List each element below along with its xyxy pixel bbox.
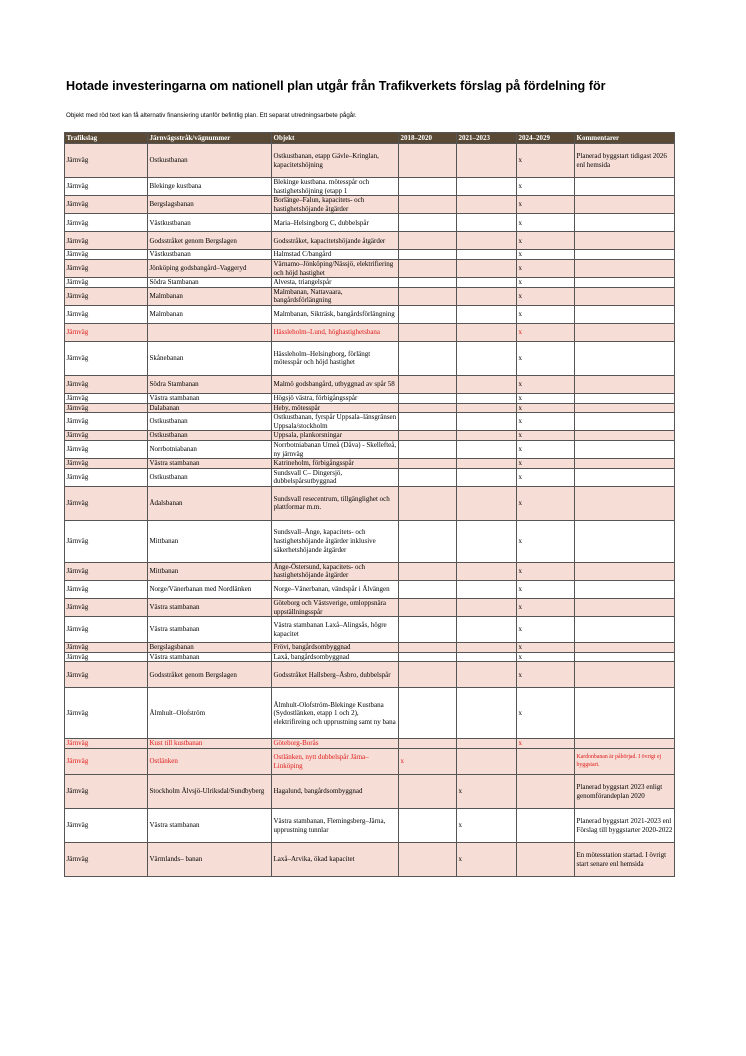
cell-kommentar	[575, 278, 675, 288]
cell-kommentar	[575, 617, 675, 643]
cell-kommentar	[575, 287, 675, 305]
cell-trafikslag: Järnväg	[65, 178, 148, 196]
cell-2024-2029: x	[517, 486, 575, 520]
cell-strak: Malmbanan	[148, 305, 272, 323]
cell-kommentar: En mötesstation startad. I övrigt start senare enl hemsida	[575, 843, 675, 877]
cell-kommentar	[575, 486, 675, 520]
cell-trafikslag: Järnväg	[65, 305, 148, 323]
table-row	[65, 323, 675, 341]
cell-trafikslag: Järnväg	[65, 144, 148, 178]
cell-strak: Västkustbanan	[148, 214, 272, 232]
table-row	[65, 809, 675, 843]
cell-trafikslag: Järnväg	[65, 775, 148, 809]
cell-kommentar	[575, 662, 675, 688]
cell-objekt: Älmhult-Olofström-Blekinge Kustbana (Sydostlänken, etapp 1 och 2), elektrifireing och upprustning samt ny bana	[272, 688, 399, 739]
cell-strak: Bergslagsbanan	[148, 196, 272, 214]
cell-trafikslag: Järnväg	[65, 468, 148, 486]
cell-trafikslag: Järnväg	[65, 393, 148, 403]
cell-2024-2029: x	[517, 468, 575, 486]
table-row	[65, 144, 675, 178]
table-row	[65, 662, 675, 688]
cell-2024-2029	[517, 843, 575, 877]
cell-2018-2020	[399, 196, 457, 214]
cell-kommentar	[575, 459, 675, 469]
cell-kommentar	[575, 581, 675, 599]
table-row	[65, 250, 675, 260]
cell-2018-2020	[399, 214, 457, 232]
cell-2018-2020	[399, 643, 457, 653]
table-row	[65, 214, 675, 232]
cell-strak: Ostkustbanan	[148, 431, 272, 441]
cell-strak: Mittbanan	[148, 562, 272, 580]
cell-objekt: Borlänge–Falun, kapacitets- och hastighetshöjande åtgärder	[272, 196, 399, 214]
cell-2021-2023	[457, 486, 517, 520]
cell-trafikslag: Järnväg	[65, 739, 148, 749]
cell-2021-2023	[457, 520, 517, 562]
cell-2024-2029: x	[517, 278, 575, 288]
cell-kommentar	[575, 440, 675, 458]
cell-objekt: Norrbotniabanan Umeå (Dåva) - Skellefteå, ny järnväg	[272, 440, 399, 458]
cell-2021-2023	[457, 739, 517, 749]
cell-trafikslag: Järnväg	[65, 413, 148, 431]
cell-objekt: Maria–Helsingborg C, dubbelspår	[272, 214, 399, 232]
cell-trafikslag: Järnväg	[65, 652, 148, 662]
cell-objekt: Sundsvall resecentrum, tillgänglighet och plattformar m.m.	[272, 486, 399, 520]
cell-strak: Norrbotniabanan	[148, 440, 272, 458]
header-kommentarer: Kommentarer	[575, 133, 675, 144]
cell-2024-2029	[517, 775, 575, 809]
table-row	[65, 232, 675, 250]
table-row	[65, 652, 675, 662]
table-row	[65, 178, 675, 196]
table-row	[65, 431, 675, 441]
cell-kommentar	[575, 431, 675, 441]
cell-2024-2029: x	[517, 214, 575, 232]
cell-objekt: Halmstad C/bangård	[272, 250, 399, 260]
cell-strak: Västra stambanan	[148, 809, 272, 843]
cell-objekt: Västra stambanan Laxå–Alingsås, högre kapacitet	[272, 617, 399, 643]
cell-2024-2029: x	[517, 431, 575, 441]
cell-objekt: Ånge-Östersund, kapacitets- och hastighetshöjande åtgärder	[272, 562, 399, 580]
cell-objekt: Godsstråket, kapacitetshöjande åtgärder	[272, 232, 399, 250]
cell-trafikslag: Järnväg	[65, 562, 148, 580]
cell-trafikslag: Järnväg	[65, 749, 148, 775]
cell-2021-2023	[457, 617, 517, 643]
cell-objekt: Malmbanan, Sikträsk, bangårdsförlängning	[272, 305, 399, 323]
cell-2021-2023	[457, 652, 517, 662]
cell-2018-2020	[399, 413, 457, 431]
cell-2021-2023	[457, 232, 517, 250]
cell-objekt: Ostlänken, nytt dubbelspår Järna–Linköping	[272, 749, 399, 775]
cell-trafikslag: Järnväg	[65, 259, 148, 277]
cell-2018-2020	[399, 688, 457, 739]
table-row	[65, 643, 675, 653]
cell-objekt: Heby, mötesspår	[272, 403, 399, 413]
cell-2018-2020	[399, 278, 457, 288]
cell-kommentar: Planerad byggstart tidigast 2026 enl hemsida	[575, 144, 675, 178]
cell-2018-2020	[399, 486, 457, 520]
cell-2021-2023	[457, 250, 517, 260]
cell-strak: Värmlands– banan	[148, 843, 272, 877]
cell-trafikslag: Järnväg	[65, 341, 148, 375]
cell-objekt: Ostkustbanan, etapp Gävle–Kringlan, kapacitetshöjning	[272, 144, 399, 178]
cell-2018-2020	[399, 341, 457, 375]
cell-2021-2023	[457, 214, 517, 232]
cell-kommentar	[575, 562, 675, 580]
cell-kommentar	[575, 341, 675, 375]
cell-2024-2029: x	[517, 562, 575, 580]
cell-2018-2020	[399, 250, 457, 260]
table-row	[65, 341, 675, 375]
cell-2018-2020	[399, 459, 457, 469]
cell-2021-2023: x	[457, 775, 517, 809]
cell-objekt: Hässleholm–Helsingborg, förlängt mötesspår och höjd hastighet	[272, 341, 399, 375]
cell-objekt: Alvesta, triangelspår	[272, 278, 399, 288]
cell-2024-2029: x	[517, 581, 575, 599]
table-row	[65, 278, 675, 288]
cell-kommentar	[575, 403, 675, 413]
cell-2021-2023	[457, 178, 517, 196]
cell-trafikslag: Järnväg	[65, 214, 148, 232]
cell-trafikslag: Järnväg	[65, 809, 148, 843]
cell-2018-2020	[399, 144, 457, 178]
cell-2018-2020	[399, 232, 457, 250]
cell-objekt: Värnamo–Jönköping/Nässjö, elektrifiering och höjd hastighet	[272, 259, 399, 277]
cell-objekt: Ostkustbanan, fyrspår Uppsala–länsgränsen Uppsala/stockholm	[272, 413, 399, 431]
cell-kommentar	[575, 196, 675, 214]
cell-kommentar	[575, 214, 675, 232]
header-2021-2023: 2021–2023	[457, 133, 517, 144]
cell-2018-2020	[399, 599, 457, 617]
cell-strak: Godsstråket genom Bergslagen	[148, 662, 272, 688]
table-row	[65, 581, 675, 599]
investment-table	[64, 132, 675, 877]
cell-kommentar: Planerad byggstart 2023 enligt genomförandeplan 2020	[575, 775, 675, 809]
cell-kommentar	[575, 520, 675, 562]
cell-strak: Västra stambanan	[148, 617, 272, 643]
cell-2024-2029	[517, 809, 575, 843]
cell-kommentar	[575, 305, 675, 323]
cell-2021-2023	[457, 468, 517, 486]
cell-2024-2029: x	[517, 643, 575, 653]
cell-2024-2029: x	[517, 323, 575, 341]
cell-2024-2029: x	[517, 652, 575, 662]
cell-strak: Stockholm Älvsjö-Ulriksdal/Sundbyberg	[148, 775, 272, 809]
cell-2024-2029: x	[517, 599, 575, 617]
cell-strak: Blekinge kustbana	[148, 178, 272, 196]
cell-2021-2023	[457, 643, 517, 653]
cell-2021-2023	[457, 144, 517, 178]
cell-kommentar	[575, 643, 675, 653]
cell-kommentar	[575, 413, 675, 431]
table-row	[65, 599, 675, 617]
table-row	[65, 688, 675, 739]
table-body	[65, 144, 675, 877]
cell-trafikslag: Järnväg	[65, 440, 148, 458]
table-row	[65, 403, 675, 413]
cell-2024-2029: x	[517, 178, 575, 196]
cell-objekt: Sundsvall–Ånge, kapacitets- och hastighetshöjande åtgärder inklusive säkerhetshöjande åtgärder	[272, 520, 399, 562]
cell-trafikslag: Järnväg	[65, 643, 148, 653]
cell-objekt: Malmö godsbangård, utbyggnad av spår 58	[272, 375, 399, 393]
header-objekt: Objekt	[272, 133, 399, 144]
cell-2021-2023	[457, 599, 517, 617]
cell-2021-2023: x	[457, 843, 517, 877]
cell-2018-2020	[399, 652, 457, 662]
cell-2018-2020	[399, 440, 457, 458]
cell-2024-2029: x	[517, 440, 575, 458]
cell-2021-2023	[457, 393, 517, 403]
cell-2021-2023	[457, 413, 517, 431]
cell-trafikslag: Järnväg	[65, 599, 148, 617]
page-title: Hotade investeringarna om nationell plan utgår från Trafikverkets förslag på fördelning för	[66, 79, 606, 93]
cell-strak: Västra stambanan	[148, 393, 272, 403]
header-strak: Järnvägsstråk/vägnummer	[148, 133, 272, 144]
cell-2024-2029: x	[517, 287, 575, 305]
table-row	[65, 413, 675, 431]
cell-kommentar	[575, 250, 675, 260]
cell-2018-2020	[399, 562, 457, 580]
cell-2024-2029	[517, 749, 575, 775]
table-header-row	[65, 133, 675, 144]
cell-trafikslag: Järnväg	[65, 196, 148, 214]
cell-strak: Västra stambanan	[148, 652, 272, 662]
cell-kommentar	[575, 393, 675, 403]
cell-2024-2029: x	[517, 617, 575, 643]
cell-objekt: Hässleholm–Lund, höghastighetsbana	[272, 323, 399, 341]
cell-2018-2020	[399, 259, 457, 277]
cell-2018-2020	[399, 287, 457, 305]
cell-objekt: Norge–Vänerbanan, vändspår i Älvängen	[272, 581, 399, 599]
cell-strak: Södra Stambanan	[148, 375, 272, 393]
cell-trafikslag: Järnväg	[65, 403, 148, 413]
cell-objekt: Hagalund, bangårdsombyggnad	[272, 775, 399, 809]
cell-objekt: Sundsvall C– Dingersjö, dubbelspårsutbyggnad	[272, 468, 399, 486]
cell-trafikslag: Järnväg	[65, 278, 148, 288]
cell-2018-2020	[399, 305, 457, 323]
cell-2024-2029: x	[517, 250, 575, 260]
cell-2024-2029: x	[517, 413, 575, 431]
cell-2018-2020	[399, 403, 457, 413]
cell-strak: Södra Stambanan	[148, 278, 272, 288]
cell-strak: Västkustbanan	[148, 250, 272, 260]
page-note: Objekt med röd text kan få alternativ finansiering utanför befintlig plan. Ett separat utredningsarbete pågår.	[66, 112, 357, 119]
cell-objekt: Göteborg och Västsverige, omloppsnära uppställningsspår	[272, 599, 399, 617]
cell-2021-2023	[457, 305, 517, 323]
cell-strak: Kust till kustbanan	[148, 739, 272, 749]
table-row	[65, 562, 675, 580]
cell-kommentar	[575, 468, 675, 486]
cell-2024-2029: x	[517, 739, 575, 749]
cell-strak: Västra stambanan	[148, 459, 272, 469]
table-row	[65, 393, 675, 403]
header-2018-2020: 2018–2020	[399, 133, 457, 144]
cell-trafikslag: Järnväg	[65, 232, 148, 250]
table-row	[65, 375, 675, 393]
cell-2021-2023	[457, 375, 517, 393]
cell-objekt: Västra stambanan, Flemingsberg–Järna, upprustning tunnlar	[272, 809, 399, 843]
cell-2018-2020	[399, 739, 457, 749]
cell-strak: Ostkustbanan	[148, 144, 272, 178]
cell-objekt: Göteborg-Borås	[272, 739, 399, 749]
cell-2021-2023	[457, 196, 517, 214]
cell-kommentar: Planerad byggstart 2021-2023 enl Förslag till byggstarter 2020-2022	[575, 809, 675, 843]
cell-2018-2020	[399, 393, 457, 403]
cell-strak: Malmbanan	[148, 287, 272, 305]
cell-2018-2020	[399, 375, 457, 393]
table-row	[65, 739, 675, 749]
cell-trafikslag: Järnväg	[65, 459, 148, 469]
cell-2024-2029: x	[517, 259, 575, 277]
cell-kommentar	[575, 232, 675, 250]
cell-strak: Godsstråket genom Bergslagen	[148, 232, 272, 250]
cell-2024-2029: x	[517, 459, 575, 469]
cell-2018-2020	[399, 617, 457, 643]
table-row	[65, 520, 675, 562]
table-row	[65, 486, 675, 520]
cell-trafikslag: Järnväg	[65, 520, 148, 562]
table-row	[65, 196, 675, 214]
cell-trafikslag: Järnväg	[65, 486, 148, 520]
cell-kommentar	[575, 323, 675, 341]
cell-2021-2023	[457, 403, 517, 413]
cell-strak: Norge/Vänerbanan med Nordlänken	[148, 581, 272, 599]
table-row	[65, 775, 675, 809]
cell-2018-2020	[399, 775, 457, 809]
cell-strak: Ådalsbanan	[148, 486, 272, 520]
table-row	[65, 843, 675, 877]
cell-trafikslag: Järnväg	[65, 581, 148, 599]
table-row	[65, 468, 675, 486]
cell-kommentar	[575, 375, 675, 393]
cell-2021-2023	[457, 278, 517, 288]
cell-kommentar	[575, 259, 675, 277]
cell-2018-2020: x	[399, 749, 457, 775]
cell-trafikslag: Järnväg	[65, 688, 148, 739]
cell-2018-2020	[399, 468, 457, 486]
cell-2021-2023	[457, 749, 517, 775]
cell-trafikslag: Järnväg	[65, 843, 148, 877]
cell-trafikslag: Järnväg	[65, 662, 148, 688]
cell-2024-2029: x	[517, 393, 575, 403]
cell-objekt: Malmbanan, Nattavaara, bangårdsförlängning	[272, 287, 399, 305]
cell-kommentar	[575, 599, 675, 617]
cell-2021-2023	[457, 440, 517, 458]
cell-strak: Mittbanan	[148, 520, 272, 562]
cell-2021-2023	[457, 459, 517, 469]
cell-strak: Jönköping godsbangård–Vaggeryd	[148, 259, 272, 277]
cell-strak: Västra stambanan	[148, 599, 272, 617]
cell-objekt: Katrineholm, förbigångsspår	[272, 459, 399, 469]
cell-2018-2020	[399, 843, 457, 877]
cell-2021-2023	[457, 431, 517, 441]
cell-2018-2020	[399, 431, 457, 441]
cell-2018-2020	[399, 178, 457, 196]
cell-objekt: Laxå, bangårdsombyggnad	[272, 652, 399, 662]
cell-2024-2029: x	[517, 403, 575, 413]
cell-2021-2023	[457, 323, 517, 341]
cell-kommentar: Kardonbanan är påbörjad. I övrigt ej byggstart.	[575, 749, 675, 775]
cell-kommentar	[575, 688, 675, 739]
cell-strak	[148, 323, 272, 341]
cell-trafikslag: Järnväg	[65, 287, 148, 305]
cell-2021-2023: x	[457, 809, 517, 843]
cell-2018-2020	[399, 662, 457, 688]
table-row	[65, 440, 675, 458]
cell-objekt: Högsjö västra, förbigångsspår	[272, 393, 399, 403]
cell-strak: Älmhult–Olofström	[148, 688, 272, 739]
cell-2021-2023	[457, 662, 517, 688]
table-row	[65, 617, 675, 643]
cell-2021-2023	[457, 562, 517, 580]
cell-2021-2023	[457, 287, 517, 305]
cell-kommentar	[575, 652, 675, 662]
cell-2021-2023	[457, 341, 517, 375]
cell-strak: Skånebanan	[148, 341, 272, 375]
cell-2021-2023	[457, 259, 517, 277]
cell-2024-2029: x	[517, 232, 575, 250]
table-row	[65, 459, 675, 469]
cell-2021-2023	[457, 581, 517, 599]
cell-strak: Dalabanan	[148, 403, 272, 413]
cell-2018-2020	[399, 520, 457, 562]
cell-trafikslag: Järnväg	[65, 375, 148, 393]
cell-kommentar	[575, 178, 675, 196]
cell-objekt: Laxå–Arvika, ökad kapacitet	[272, 843, 399, 877]
cell-strak: Ostlänken	[148, 749, 272, 775]
cell-2024-2029: x	[517, 520, 575, 562]
cell-2024-2029: x	[517, 144, 575, 178]
cell-2018-2020	[399, 809, 457, 843]
table-row	[65, 305, 675, 323]
cell-2024-2029: x	[517, 662, 575, 688]
table-row	[65, 259, 675, 277]
cell-strak: Ostkustbanan	[148, 413, 272, 431]
cell-strak: Bergslagsbanan	[148, 643, 272, 653]
cell-objekt: Uppsala, plankorsningar	[272, 431, 399, 441]
cell-2024-2029: x	[517, 375, 575, 393]
cell-2024-2029: x	[517, 688, 575, 739]
cell-objekt: Godsstråket Hallsberg–Åsbro, dubbelspår	[272, 662, 399, 688]
cell-2021-2023	[457, 688, 517, 739]
cell-2018-2020	[399, 581, 457, 599]
cell-2018-2020	[399, 323, 457, 341]
cell-objekt: Frövi, bangårdsombyggnad	[272, 643, 399, 653]
cell-2024-2029: x	[517, 341, 575, 375]
cell-trafikslag: Järnväg	[65, 617, 148, 643]
cell-objekt: Blekinge kustbana. mötesspår och hastighetshöjning (etapp 1	[272, 178, 399, 196]
cell-trafikslag: Järnväg	[65, 431, 148, 441]
table-row	[65, 287, 675, 305]
cell-2024-2029: x	[517, 305, 575, 323]
cell-trafikslag: Järnväg	[65, 323, 148, 341]
header-trafikslag: Trafikslag	[65, 133, 148, 144]
header-2024-2029: 2024–2029	[517, 133, 575, 144]
table-row	[65, 749, 675, 775]
cell-kommentar	[575, 739, 675, 749]
cell-trafikslag: Järnväg	[65, 250, 148, 260]
cell-2024-2029: x	[517, 196, 575, 214]
cell-strak: Ostkustbanan	[148, 468, 272, 486]
